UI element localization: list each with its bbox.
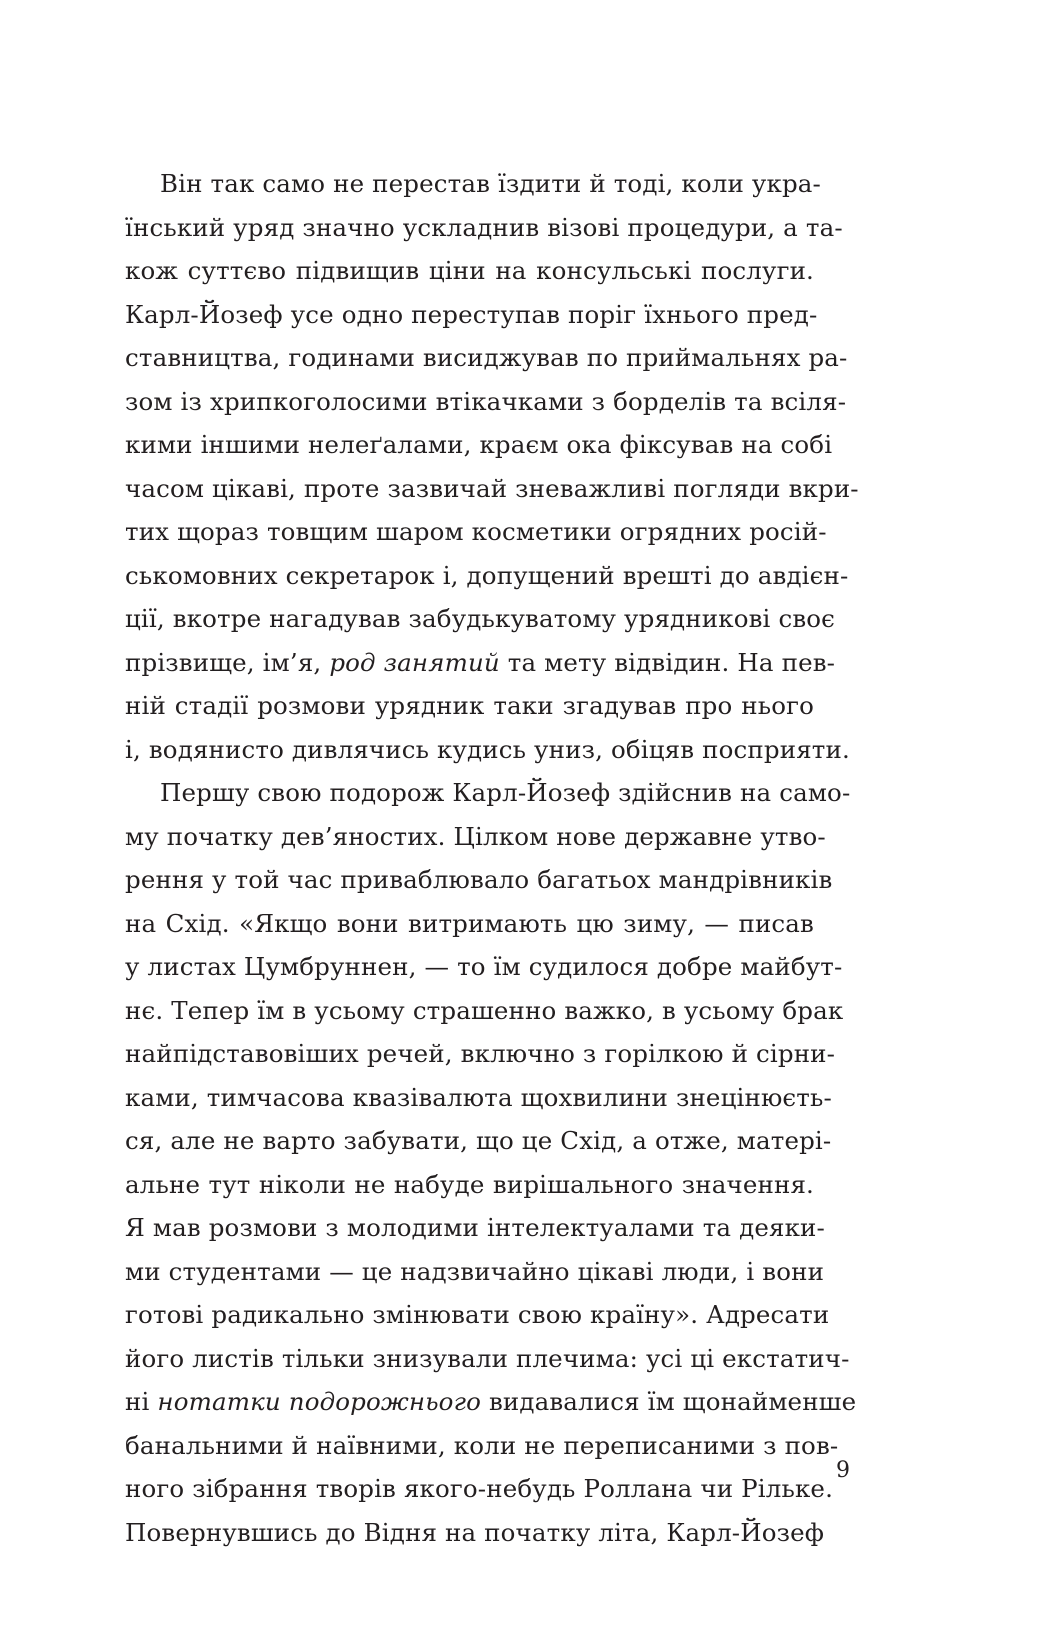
text-line: банальними й наївними, коли не переписаними з пов- <box>125 1430 839 1460</box>
text-line: альне тут ніколи не набуде вирішального значення. <box>125 1169 814 1199</box>
text-line: рення у той час приваблювало багатьох мандрівників <box>125 865 833 894</box>
text-line: тих щораз товщим шаром косметики огрядних росій- <box>125 517 827 546</box>
text-line: Карл-Йозеф усе одно переступав поріг їхнього пред- <box>125 299 818 329</box>
text-line: ції, вкотре нагадував забудькуватому урядникові своє <box>125 604 836 633</box>
text-line: готові радикально змінювати свою країну». Адресати <box>125 1300 830 1329</box>
text-line: ставництва, годинами висиджував по приймальнях ра- <box>125 343 848 372</box>
text-line: кож суттєво підвищив ціни на консульські послуги. <box>125 256 814 285</box>
text-line: ся, але не варто забувати, що це Схід, а отже, матері- <box>125 1126 832 1155</box>
text-line: Повернувшись до Відня на початку літа, Карл-Йозеф <box>125 1517 825 1547</box>
text-line: ній стадії розмови урядник таки згадував про нього <box>125 691 814 720</box>
page-number: 9 <box>836 1458 850 1483</box>
text-line: ськомовних секретарок і, допущений врешті до авдієн- <box>125 560 849 590</box>
text-run: ні <box>125 1387 158 1416</box>
italic-phrase: род занятий <box>329 647 500 677</box>
text-line: ками, тимчасова квазівалюта щохвилини знецінюєть- <box>125 1082 832 1112</box>
text-line: Він так само не перестав їздити й тоді, коли укра- <box>160 169 821 198</box>
text-line: ми студентами — це надзвичайно цікаві люди, і вони <box>125 1256 825 1286</box>
text-line: нє. Тепер їм в усьому страшенно важко, в усьому брак <box>125 995 844 1025</box>
text-run: прізвище, ім’я, <box>125 647 330 677</box>
text-line: на Схід. «Якщо вони витримають цю зиму, — писав <box>125 908 814 938</box>
text-line: ного зібрання творів якого-небудь Роллана чи Рільке. <box>125 1474 834 1503</box>
text-line: у листах Цумбруннен, — то їм судилося добре майбут- <box>125 952 843 981</box>
text-line: Першу свою подорож Карл-Йозеф здійснив на само- <box>160 778 851 807</box>
text-line: його листів тільки знизували плечима: усі ці екстатич- <box>125 1343 850 1373</box>
text-line: зом із хрипкоголосими втікачками з борделів та всіля- <box>125 386 847 416</box>
text-line: Я мав розмови з молодими інтелектуалами та деяки- <box>125 1213 825 1242</box>
text-run: та мету відвідин. На пев- <box>499 647 836 677</box>
text-line: їнський уряд значно ускладнив візові процедури, а та- <box>125 212 843 242</box>
text-line-with-italic <box>125 641 836 685</box>
text-run: видавалися їм щонайменше <box>481 1387 857 1416</box>
italic-phrase: нотатки подорожнього <box>157 1387 482 1416</box>
text-line: і, водянисто дивлячись кудись униз, обіцяв посприяти. <box>125 734 850 764</box>
text-line-with-italic <box>125 1380 857 1424</box>
body-text <box>125 162 859 1554</box>
text-line: кими іншими нелеґалами, краєм ока фіксував на собі <box>125 430 833 459</box>
text-line: часом цікаві, проте зазвичай зневажливі погляди вкри- <box>125 473 859 503</box>
text-line: му початку дев’яностих. Цілком нове державне утво- <box>125 821 826 851</box>
text-line: найпідставовіших речей, включно з горілкою й сірни- <box>125 1039 836 1068</box>
